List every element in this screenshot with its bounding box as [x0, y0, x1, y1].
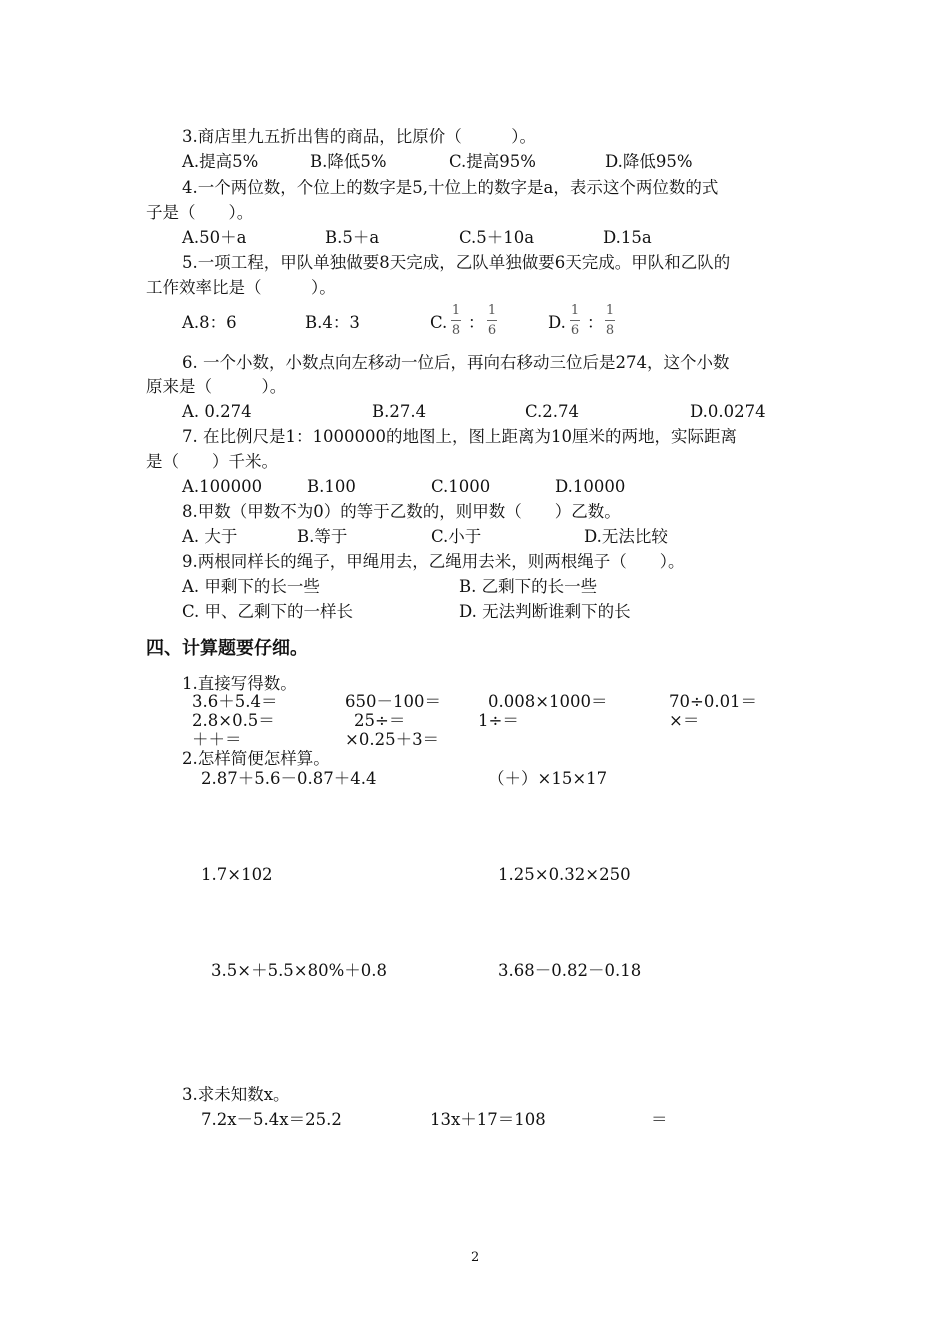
equation-1: 7.2x－5.4x＝25.2 [201, 1110, 342, 1129]
fraction-denominator: 8 [605, 323, 615, 338]
q7-stem-line2: 是（ ）千米。 [146, 452, 278, 471]
q4-option-c: C.5＋10a [459, 228, 535, 247]
q5-option-d-label: D. [548, 313, 566, 332]
oral-calc-2-1: 2.8×0.5＝ [192, 711, 275, 730]
q9-option-d: D. 无法判断谁剩下的长 [459, 602, 631, 621]
q3-option-c: C.提高95% [449, 152, 536, 171]
q7-option-d: D.10000 [555, 477, 626, 496]
q5-option-c-fraction-2 [487, 303, 497, 338]
oral-calc-2-4: ×＝ [669, 711, 700, 730]
simplify-1-2: （＋）×15×17 [488, 769, 608, 788]
q6-option-a: A. 0.274 [182, 402, 252, 421]
q8-option-b: B.等于 [297, 527, 348, 546]
oral-calc-1-1: 3.6＋5.4＝ [192, 692, 278, 711]
fraction-bar [451, 320, 461, 321]
fraction-numerator: 1 [605, 303, 615, 318]
simplify-1-1: 2.87＋5.6－0.87＋4.4 [201, 769, 377, 788]
oral-calc-1-2: 650－100＝ [345, 692, 441, 711]
fraction-bar [487, 320, 497, 321]
fraction-bar [605, 320, 615, 321]
q7-option-a: A.100000 [182, 477, 263, 496]
fraction-denominator: 6 [487, 323, 497, 338]
equation-2: 13x＋17＝108 [430, 1110, 546, 1129]
part2-title: 2.怎样简便怎样算。 [182, 749, 330, 768]
oral-calc-1-4: 70÷0.01＝ [669, 692, 758, 711]
section-heading: 四、计算题要仔细。 [146, 638, 308, 659]
simplify-3-1: 3.5×＋5.5×80%＋0.8 [211, 961, 388, 980]
q4-stem-line1: 4.一个两位数，个位上的数字是5,十位上的数字是a，表示这个两位数的式 [182, 178, 719, 197]
q5-stem-line1: 5.一项工程，甲队单独做要8天完成，乙队单独做要6天完成。甲队和乙队的 [182, 253, 731, 272]
q5-option-b: B.4：3 [305, 313, 360, 332]
fraction-denominator: 8 [451, 323, 461, 338]
equation-3: ＝ [651, 1110, 668, 1129]
simplify-2-1: 1.7×102 [201, 865, 273, 884]
fraction-numerator: 1 [487, 303, 497, 318]
q5-option-d-colon: ： [587, 313, 604, 332]
q6-stem-line2: 原来是（ ）。 [146, 377, 287, 396]
q9-stem: 9.两根同样长的绳子，甲绳用去，乙绳用去米，则两根绳子（ ）。 [182, 552, 685, 571]
q4-option-b: B.5＋a [325, 228, 380, 247]
fraction-numerator: 1 [570, 303, 580, 318]
fraction-bar [570, 320, 580, 321]
q5-option-c-colon: ： [468, 313, 485, 332]
simplify-2-2: 1.25×0.32×250 [498, 865, 631, 884]
part3-title: 3.求未知数x。 [182, 1085, 290, 1104]
page-number: 2 [471, 1250, 480, 1265]
q6-option-b: B.27.4 [372, 402, 427, 421]
q5-option-d-fraction-2 [605, 303, 615, 338]
q3-option-a: A.提高5% [182, 152, 259, 171]
q5-option-c-fraction-1 [451, 303, 461, 338]
q4-option-d: D.15a [603, 228, 652, 247]
q8-option-d: D.无法比较 [584, 527, 668, 546]
q6-option-c: C.2.74 [525, 402, 580, 421]
q7-stem-line1: 7. 在比例尺是1：1000000的地图上，图上距离为10厘米的两地，实际距离 [182, 427, 737, 446]
oral-calc-2-3: 1÷＝ [478, 711, 519, 730]
q8-option-c: C.小于 [431, 527, 482, 546]
q3-option-b: B.降低5% [310, 152, 387, 171]
q6-option-d: D.0.0274 [690, 402, 766, 421]
part1-title: 1.直接写得数。 [182, 674, 297, 693]
q3-option-d: D.降低95% [605, 152, 693, 171]
q9-option-b: B. 乙剩下的长一些 [459, 577, 598, 596]
q7-option-b: B.100 [307, 477, 356, 496]
q3-stem: 3.商店里九五折出售的商品，比原价（ ）。 [182, 127, 536, 146]
q8-option-a: A. 大于 [182, 527, 238, 546]
fraction-denominator: 6 [570, 323, 580, 338]
simplify-3-2: 3.68－0.82－0.18 [498, 961, 642, 980]
q5-option-a: A.8：6 [182, 313, 237, 332]
q5-option-c-label: C. [430, 313, 448, 332]
q9-option-c: C. 甲、乙剩下的一样长 [182, 602, 354, 621]
q7-option-c: C.1000 [431, 477, 491, 496]
q9-option-a: A. 甲剩下的长一些 [182, 577, 320, 596]
oral-calc-3-1: ＋＋＝ [192, 730, 242, 749]
fraction-numerator: 1 [451, 303, 461, 318]
q8-stem: 8.甲数（甲数不为0）的等于乙数的，则甲数（ ）乙数。 [182, 502, 621, 521]
q4-option-a: A.50＋a [182, 228, 247, 247]
q4-stem-line2: 子是（ ）。 [146, 203, 254, 222]
q5-stem-line2: 工作效率比是（ ）。 [146, 278, 336, 297]
q5-option-d-fraction-1 [570, 303, 580, 338]
q6-stem-line1: 6. 一个小数，小数点向左移动一位后，再向右移动三位后是274，这个小数 [182, 353, 730, 372]
oral-calc-1-3: 0.008×1000＝ [488, 692, 608, 711]
oral-calc-3-2: ×0.25＋3＝ [345, 730, 440, 749]
oral-calc-2-2: 25÷＝ [354, 711, 406, 730]
